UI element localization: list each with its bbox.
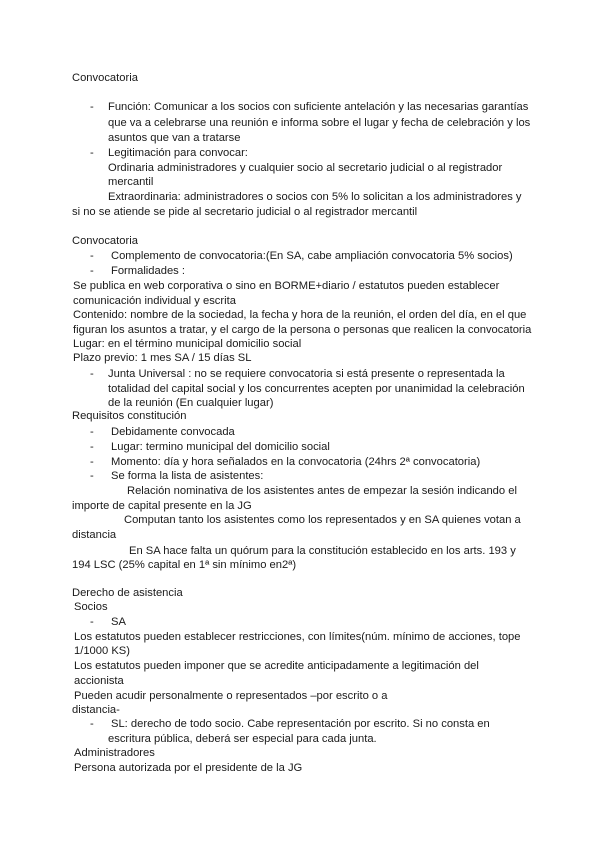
bullet-dash: - bbox=[90, 250, 94, 262]
bullet-dash: - bbox=[90, 456, 94, 468]
bullet-dash: - bbox=[90, 368, 94, 380]
text-line: Lugar: en el término municipal domicilio social bbox=[73, 338, 302, 350]
text-line: Ordinaria administradores y cualquier socio al secretario judicial o al registrador bbox=[108, 162, 503, 174]
section-title: Convocatoria bbox=[72, 235, 138, 247]
text-line: Administradores bbox=[74, 747, 155, 759]
text-line: Junta Universal : no se requiere convocatoria si está presente o representada la bbox=[108, 368, 505, 380]
text-line: importe de capital presente en la JG bbox=[72, 500, 252, 512]
text-line: distancia bbox=[72, 529, 117, 541]
bullet-dash: - bbox=[90, 426, 94, 438]
text-line: SL: derecho de todo socio. Cabe representación por escrito. Si no consta en bbox=[111, 718, 490, 730]
bullet-dash: - bbox=[90, 470, 94, 482]
text-line: Pueden acudir personalmente o representados –por escrito o a bbox=[74, 690, 388, 702]
text-line: de la reunión (En cualquier lugar) bbox=[108, 397, 274, 409]
text-line: Persona autorizada por el presidente de la JG bbox=[74, 762, 303, 774]
bullet-dash: - bbox=[90, 101, 94, 113]
text-line: Función: Comunicar a los socios con suficiente antelación y las necesarias garantías bbox=[108, 101, 529, 113]
text-line: Los estatutos pueden imponer que se acredite anticipadamente a legitimación del bbox=[74, 660, 479, 672]
text-line: Lugar: termino municipal del domicilio social bbox=[111, 441, 330, 453]
text-line: escritura pública, deberá ser especial para cada junta. bbox=[108, 733, 377, 745]
text-line: Formalidades : bbox=[111, 265, 185, 277]
text-line: accionista bbox=[74, 675, 124, 687]
text-line: Extraordinaria: administradores o socios con 5% lo solicitan a los administradores y bbox=[108, 191, 522, 203]
text-line: SA bbox=[111, 616, 126, 628]
text-line: Socios bbox=[74, 601, 108, 613]
bullet-dash: - bbox=[90, 147, 94, 159]
text-line: En SA hace falta un quórum para la constitución establecido en los arts. 193 y bbox=[129, 545, 516, 557]
text-line: figuran los asuntos a tratar, y el cargo de la persona o personas que realicen la convocatoria bbox=[73, 324, 532, 336]
bullet-dash: - bbox=[90, 616, 94, 628]
text-line: Plazo previo: 1 mes SA / 15 días SL bbox=[73, 352, 252, 364]
text-line: Se publica en web corporativa o sino en BORME+diario / estatutos pueden establecer bbox=[73, 280, 500, 292]
text-line: totalidad del capital social y los concurrentes acepten por unanimidad la celebración bbox=[108, 383, 525, 395]
text-line: 194 LSC (25% capital en 1ª sin mínimo en2ª) bbox=[72, 559, 297, 571]
text-line: comunicación individual y escrita bbox=[73, 295, 236, 307]
text-line: Computan tanto los asistentes como los representados y en SA quienes votan a bbox=[124, 514, 521, 526]
text-line: Momento: día y hora señalados en la convocatoria (24hrs 2ª convocatoria) bbox=[111, 456, 481, 468]
section-title: Requisitos constitución bbox=[72, 410, 187, 422]
text-line: asuntos que van a tratarse bbox=[108, 132, 241, 144]
text-line: distancia- bbox=[72, 704, 120, 716]
text-line: si no se atiende se pide al secretario judicial o al registrador mercantil bbox=[72, 206, 418, 218]
section-title: Convocatoria bbox=[72, 72, 138, 84]
text-line: Complemento de convocatoria:(En SA, cabe ampliación convocatoria 5% socios) bbox=[111, 250, 513, 262]
bullet-dash: - bbox=[90, 441, 94, 453]
bullet-dash: - bbox=[90, 265, 94, 277]
text-line: Legitimación para convocar: bbox=[108, 147, 248, 159]
text-line: mercantil bbox=[108, 176, 154, 188]
text-line: Los estatutos pueden establecer restricciones, con límites(núm. mínimo de acciones, tope bbox=[74, 631, 521, 643]
text-line: Contenido: nombre de la sociedad, la fecha y hora de la reunión, el orden del día, en el que bbox=[73, 309, 527, 321]
text-line: que va a celebrarse una reunión e informa sobre el lugar y fecha de celebración y los bbox=[108, 117, 531, 129]
text-line: Debidamente convocada bbox=[111, 426, 235, 438]
text-line: Se forma la lista de asistentes: bbox=[111, 470, 264, 482]
bullet-dash: - bbox=[90, 718, 94, 730]
text-line: Relación nominativa de los asistentes antes de empezar la sesión indicando el bbox=[127, 485, 517, 497]
section-title: Derecho de asistencia bbox=[72, 587, 183, 599]
text-line: 1/1000 KS) bbox=[74, 645, 130, 657]
